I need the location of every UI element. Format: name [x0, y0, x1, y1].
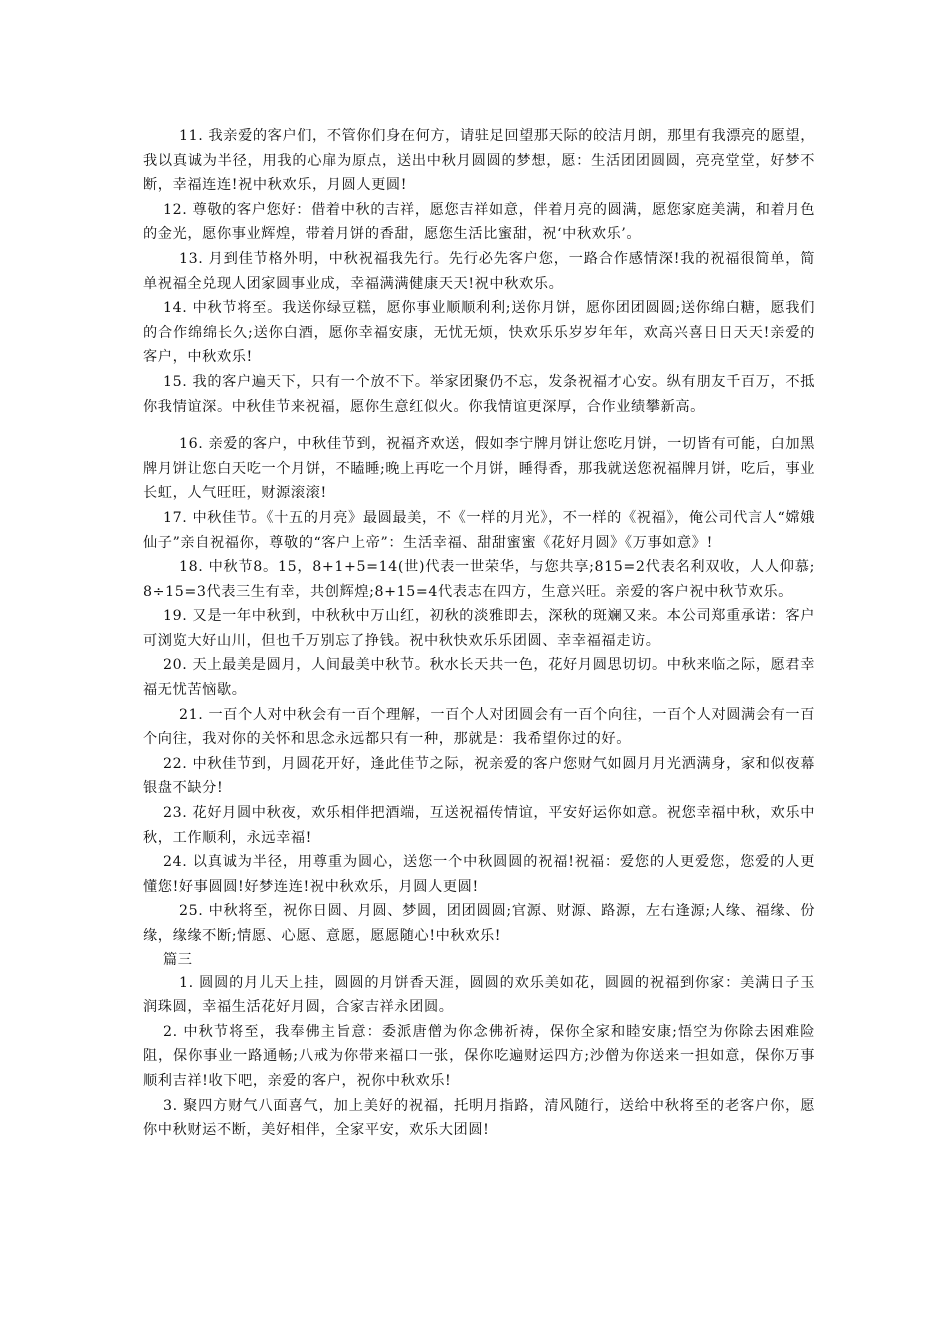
paragraph-17: 17. 中秋佳节。《十五的月亮》最圆最美，不《一样的月光》，不一样的《祝福》，俺公司代言人“嫦娥仙子”亲自祝福你，尊敬的“客户上帝”：生活幸福、甜甜蜜蜜《花好月圆》《万事如意》!	[143, 509, 815, 551]
paragraph-21: 21. 一百个人对中秋会有一百个理解，一百个人对团圆会有一百个向往，一百个人对圆满会有一百个向往，我对你的关怀和思念永远都只有一种，那就是：我希望你过的好。	[143, 706, 815, 748]
paragraph-s3-3: 3. 聚四方财气八面喜气，加上美好的祝福，托明月指路，清风随行，送给中秋将至的老客户你，愿你中秋财运不断，美好相伴，全家平安，欢乐大团圆!	[143, 1097, 815, 1139]
paragraph-14: 14. 中秋节将至。我送你绿豆糕，愿你事业顺顺利利;送你月饼，愿你团团圆圆;送你绵白糖，愿我们的合作绵绵长久;送你白酒，愿你幸福安康，无忧无烦，快欢乐乐岁岁年年，欢高兴喜日日天天!亲爱的客户，中秋欢乐!	[143, 300, 815, 366]
paragraph-13: 13. 月到佳节格外明，中秋祝福我先行。先行必先客户您，一路合作感情深!我的祝福很简单，简单祝福全兑现人团家圆事业成，幸福满满健康天天!祝中秋欢乐。	[143, 250, 815, 292]
section-heading: 篇三	[163, 951, 193, 968]
paragraph-20: 20. 天上最美是圆月，人间最美中秋节。秋水长天共一色，花好月圆思切切。中秋来临之际，愿君幸福无忧苦恼歇。	[143, 657, 815, 699]
paragraph-11: 11. 我亲爱的客户们，不管你们身在何方，请驻足回望那天际的皎洁月朗，那里有我漂亮的愿望，我以真诚为半径，用我的心扉为原点，送出中秋月圆圆的梦想，愿：生活团团圆圆，亮亮堂堂，好梦不断，幸福连连!祝中秋欢乐，月圆人更圆!	[143, 128, 815, 194]
paragraph-25: 25. 中秋将至，祝你日圆、月圆、梦圆，团团圆圆;官源、财源、路源，左右逢源;人缘、福缘、份缘，缘缘不断;情愿、心愿、意愿，愿愿随心!中秋欢乐!	[143, 903, 815, 944]
paragraph-12: 12. 尊敬的客户您好：借着中秋的吉祥，愿您吉祥如意，伴着月亮的圆满，愿您家庭美满，和着月色的金光，愿你事业辉煌，带着月饼的香甜，愿您生活比蜜甜，祝‘中秋欢乐’。	[143, 201, 815, 243]
paragraph-s3-2: 2. 中秋节将至，我奉佛主旨意：委派唐僧为你念佛祈祷，保你全家和睦安康;悟空为你除去困难险阻，保你事业一路通畅;八戒为你带来福口一张，保你吃遍财运四方;沙僧为你送来一担如意，保你万事顺利吉祥!收下吧，亲爱的客户，祝你中秋欢乐!	[143, 1023, 815, 1089]
paragraph-19: 19. 又是一年中秋到，中秋秋中万山红，初秋的淡雅即去，深秋的斑斓又来。本公司郑重承诺：客户可浏览大好山川，但也千万别忘了挣钱。祝中秋快欢乐乐团圆、幸幸福福走访。	[143, 608, 815, 649]
paragraph-24: 24. 以真诚为半径，用尊重为圆心，送您一个中秋圆圆的祝福!祝福：爱您的人更爱您，您爱的人更懂您!好事圆圆!好梦连连!祝中秋欢乐，月圆人更圆!	[143, 854, 815, 895]
paragraph-16: 16. 亲爱的客户，中秋佳节到，祝福齐欢送，假如李宁牌月饼让您吃月饼，一切皆有可能，白加黑牌月饼让您白天吃一个月饼，不瞌睡;晚上再吃一个月饼，睡得香，那我就送您祝福牌月饼，吃后，事业长虹，人气旺旺，财源滚滚!	[143, 436, 815, 502]
paragraph-18: 18. 中秋节8。15，8+1+5=14(世)代表一世荣华，与您共享;815=2代表名利双收，人人仰慕;8÷15=3代表三生有幸，共创辉煌;8+15=4代表志在四方，生意兴旺。亲爱的客户祝中秋节欢乐。	[143, 559, 815, 600]
paragraph-23: 23. 花好月圆中秋夜，欢乐相伴把酒端，互送祝福传情谊，平安好运你如意。祝您幸福中秋，欢乐中秋，工作顺利，永远幸福!	[143, 805, 815, 846]
paragraph-s3-1: 1. 圆圆的月儿天上挂，圆圆的月饼香天涯，圆圆的欢乐美如花，圆圆的祝福到你家：美满日子玉润珠圆，幸福生活花好月圆，合家吉祥永团圆。	[143, 974, 815, 1016]
document-page	[143, 124, 815, 1143]
paragraph-22: 22. 中秋佳节到，月圆花开好，逢此佳节之际，祝亲爱的客户您财气如圆月月光洒满身，家和似夜幕银盘不缺分!	[143, 755, 815, 797]
paragraph-15: 15. 我的客户遍天下，只有一个放不下。举家团聚仍不忘，发条祝福才心安。纵有朋友千百万，不抵你我情谊深。中秋佳节来祝福，愿你生意红似火。你我情谊更深厚，合作业绩攀新高。	[143, 373, 815, 415]
